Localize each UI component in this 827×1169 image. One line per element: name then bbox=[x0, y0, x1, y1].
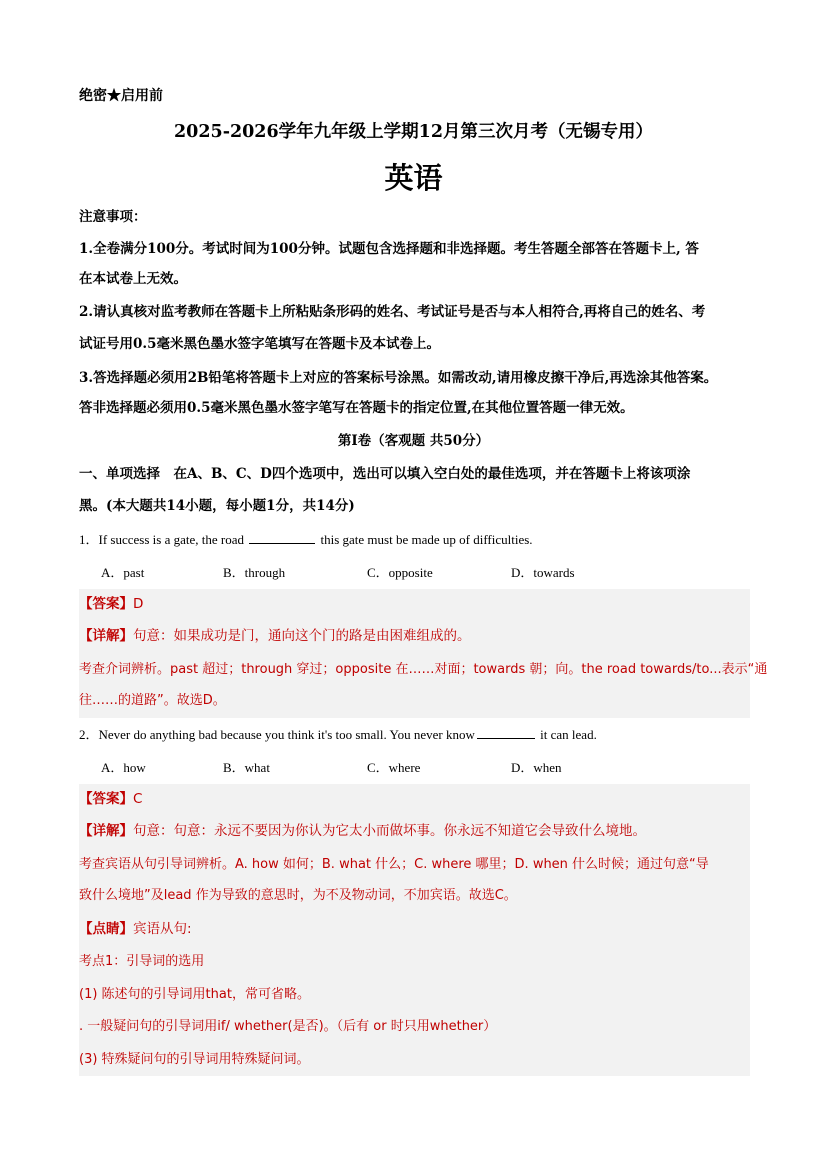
notice-heading: 注意事项： bbox=[79, 209, 147, 225]
tip-text: 宾语从句: bbox=[133, 921, 192, 937]
exam-title: 2025-2026学年九年级上学期12月第三次月考（无锡专用） bbox=[173, 122, 654, 142]
option-a: A．how bbox=[101, 760, 146, 775]
question-1-analysis: 往……的道路”。故选D。 bbox=[79, 693, 226, 708]
question-2-stem bbox=[79, 725, 597, 745]
option-c: C．opposite bbox=[367, 565, 433, 580]
question-2-detail bbox=[79, 821, 646, 841]
question-2-tip-line: (1) 陈述句的引导词用that，常可省略。 bbox=[79, 987, 310, 1002]
question-stem-text: this gate must be made up of difficulties. bbox=[317, 532, 533, 547]
detail-label: 【详解】 bbox=[79, 628, 133, 644]
notice-line: 答非选择题必须用0.5毫米黑色墨水签字笔写在答题卡的指定位置,在其他位置答题一律无效。 bbox=[79, 400, 634, 416]
option-d: D．when bbox=[511, 760, 562, 775]
question-2-analysis: 致什么境地”及lead 作为导致的意思时，为不及物动词，不加宾语。故选C。 bbox=[79, 888, 517, 903]
question-2-options bbox=[101, 758, 701, 778]
answer-value: D bbox=[133, 596, 144, 612]
question-stem-text: 2．Never do anything bad because you think it's too small. You never know bbox=[79, 727, 475, 742]
notice-line: 1.全卷满分100分。考试时间为100分钟。试题包含选择题和非选择题。考生答题全部答在答题卡上, 答 bbox=[79, 241, 699, 257]
option-c: C．where bbox=[367, 760, 421, 775]
confidential-label: 绝密★启用前 bbox=[79, 88, 163, 104]
question-stem-text: 1．If success is a gate, the road bbox=[79, 532, 248, 547]
notice-line: 试证号用0.5毫米黑色墨水签字笔填写在答题卡及本试卷上。 bbox=[79, 336, 440, 352]
notice-line: 2.请认真核对监考教师在答题卡上所粘贴条形码的姓名、考试证号是否与本人相符合,再将自己的姓名、考 bbox=[79, 304, 706, 320]
answer-value: C bbox=[133, 791, 143, 807]
question-stem-text: it can lead. bbox=[536, 727, 597, 742]
tip-label: 【点睛】 bbox=[79, 921, 133, 937]
question-2-tip-line: (3) 特殊疑问句的引导词用特殊疑问词。 bbox=[79, 1052, 310, 1067]
question-2-analysis: 考查宾语从句引导词辨析。A. how 如何；B. what 什么；C. where 哪里；D. when 什么时候；通过句意“导 bbox=[79, 857, 709, 872]
detail-label: 【详解】 bbox=[79, 823, 133, 839]
question-2-tip-line: . 一般疑问句的引导词用if/ whether(是否)。（后有 or 时只用whether） bbox=[79, 1019, 497, 1034]
answer-blank bbox=[249, 531, 315, 544]
notice-line: 3.答选择题必须用2B铅笔将答题卡上对应的答案标号涂黑。如需改动,请用橡皮擦干净后,再选涂其他答案。 bbox=[79, 370, 718, 386]
section-instruction: 黑。(本大题共14小题，每小题1分，共14分) bbox=[79, 498, 355, 514]
question-1-analysis: 考查介词辨析。past 超过；through 穿过；opposite 在……对面；towards 朝；向。the road towards/to...表示“通 bbox=[79, 662, 768, 677]
question-1-answer bbox=[79, 594, 143, 614]
option-b: B．what bbox=[223, 760, 270, 775]
question-2-answer bbox=[79, 789, 142, 809]
option-d: D．towards bbox=[511, 565, 575, 580]
option-b: B．through bbox=[223, 565, 286, 580]
question-1-options bbox=[101, 563, 701, 583]
answer-label: 【答案】 bbox=[79, 596, 133, 612]
question-1-stem bbox=[79, 530, 533, 550]
detail-text: 句意：如果成功是门，通向这个门的路是由困难组成的。 bbox=[133, 628, 471, 644]
section-instruction: 一、单项选择 在A、B、C、D四个选项中，选出可以填入空白处的最佳选项，并在答题卡上将该项涂 bbox=[79, 466, 691, 482]
section-title: 第I卷（客观题 共50分） bbox=[337, 433, 490, 449]
answer-label: 【答案】 bbox=[79, 791, 133, 807]
answer-blank bbox=[477, 726, 535, 739]
notice-line: 在本试卷上无效。 bbox=[79, 271, 187, 287]
question-1-detail bbox=[79, 626, 471, 646]
question-2-tip-line: 考点1：引导词的选用 bbox=[79, 954, 205, 969]
question-2-tip bbox=[79, 919, 192, 939]
subject-title: 英语 bbox=[384, 161, 443, 195]
detail-text: 句意：句意：永远不要因为你认为它太小而做坏事。你永远不知道它会导致什么境地。 bbox=[133, 823, 646, 839]
option-a: A．past bbox=[101, 565, 145, 580]
